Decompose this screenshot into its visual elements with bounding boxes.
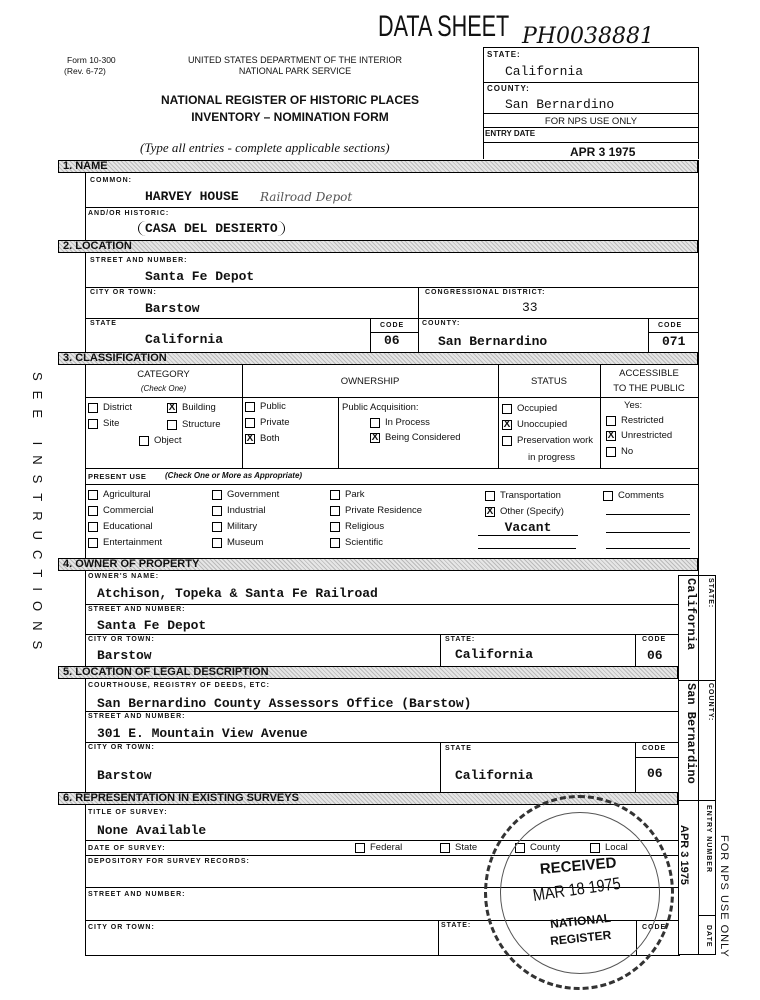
status-unoccupied-checkbox[interactable]: X bbox=[503, 419, 511, 430]
side-date-label: DATE bbox=[705, 925, 712, 948]
apr-date-stamp: APR 3 1975 bbox=[678, 825, 690, 885]
county-code-value: 071 bbox=[662, 334, 686, 349]
state-label: STATE bbox=[90, 320, 117, 327]
survey-street-label: STREET AND NUMBER: bbox=[88, 891, 186, 898]
stamp-date: MAR 18 1975 bbox=[531, 873, 622, 905]
ownership-public-label: Public bbox=[260, 401, 286, 412]
owner-code-label: CODE bbox=[642, 636, 667, 643]
use-military-label: Military bbox=[227, 521, 258, 532]
for-nps-use-only: FOR NPS USE ONLY bbox=[718, 835, 730, 958]
nps-use-only: FOR NPS USE ONLY bbox=[544, 116, 638, 127]
section-4-owner-header: 4. OWNER OF PROPERTY bbox=[58, 558, 698, 571]
code-value: 06 bbox=[384, 333, 400, 348]
district-value: 33 bbox=[522, 300, 538, 315]
public-acquisition-label: Public Acquisition: bbox=[342, 402, 419, 413]
owner-city-label: CITY OR TOWN: bbox=[88, 636, 155, 643]
use-transportation-label: Transportation bbox=[500, 490, 561, 501]
ownership-private-checkbox[interactable] bbox=[245, 418, 255, 428]
use-agricultural-label: Agricultural bbox=[103, 489, 151, 500]
entry-number-label: ENTRY NUMBER bbox=[705, 805, 712, 874]
use-educational-label: Educational bbox=[103, 521, 153, 532]
stamp-register: REGISTER bbox=[549, 927, 612, 949]
access-unrestricted-checkbox[interactable]: X bbox=[607, 430, 615, 441]
acquisition-being-considered-label: Being Considered bbox=[385, 432, 461, 443]
use-entertainment-checkbox[interactable] bbox=[88, 538, 98, 548]
side-county: San Bernardino bbox=[684, 683, 698, 784]
street-label: STREET AND NUMBER: bbox=[90, 257, 188, 264]
nps-state: California bbox=[505, 64, 584, 79]
side-state-label: STATE: bbox=[707, 578, 714, 609]
category-building-label: Building bbox=[182, 402, 216, 413]
section-2-location-header: 2. LOCATION bbox=[58, 240, 698, 253]
survey-federal-checkbox[interactable] bbox=[355, 843, 365, 853]
status-header: STATUS bbox=[530, 376, 568, 387]
yes-label: Yes: bbox=[624, 400, 643, 411]
to-public-header: TO THE PUBLIC bbox=[613, 383, 685, 394]
acquisition-being-considered-checkbox[interactable]: X bbox=[371, 432, 379, 443]
ownership-public-checkbox[interactable] bbox=[245, 402, 255, 412]
use-commercial-checkbox[interactable] bbox=[88, 506, 98, 516]
use-transportation-checkbox[interactable] bbox=[485, 491, 495, 501]
handwritten-id: PH0038881 bbox=[522, 24, 654, 49]
historic-name: CASA DEL DESIERTO bbox=[138, 221, 285, 236]
section-6-surveys-header: 6. REPRESENTATION IN EXISTING SURVEYS bbox=[58, 792, 678, 805]
use-entertainment-label: Entertainment bbox=[103, 537, 163, 548]
use-other-specify-checkbox[interactable]: X bbox=[486, 506, 494, 517]
nps-county-label: COUNTY: bbox=[487, 84, 530, 93]
county-value: San Bernardino bbox=[438, 334, 548, 349]
use-park-label: Park bbox=[345, 489, 365, 500]
survey-county-label: County bbox=[530, 842, 561, 853]
section-5-legal-header: 5. LOCATION OF LEGAL DESCRIPTION bbox=[58, 666, 678, 679]
survey-state-label: State bbox=[455, 842, 478, 853]
use-park-checkbox[interactable] bbox=[330, 490, 340, 500]
section-3-classification-header: 3. CLASSIFICATION bbox=[58, 352, 698, 365]
survey-local-label: Local bbox=[605, 842, 628, 853]
stamp-national: NATIONAL bbox=[549, 910, 612, 932]
owner-code: 06 bbox=[647, 648, 663, 663]
legal-street-label: STREET AND NUMBER: bbox=[88, 713, 186, 720]
check-one-note: (Check One) bbox=[140, 384, 187, 393]
courthouse-label: COURTHOUSE, REGISTRY OF DEEDS, ETC: bbox=[88, 682, 271, 689]
legal-state-label: STATE bbox=[445, 745, 472, 752]
use-comments-label: Comments bbox=[618, 490, 664, 501]
owner-street: Santa Fe Depot bbox=[97, 618, 207, 633]
access-restricted-checkbox[interactable] bbox=[606, 416, 616, 426]
present-use-label: PRESENT USE bbox=[88, 472, 147, 481]
nps-county: San Bernardino bbox=[505, 97, 615, 112]
use-religious-checkbox[interactable] bbox=[330, 522, 340, 532]
use-agricultural-checkbox[interactable] bbox=[88, 490, 98, 500]
county-label: COUNTY: bbox=[422, 320, 461, 327]
other-specify-value[interactable]: Vacant bbox=[478, 520, 578, 536]
access-no-label: No bbox=[621, 446, 634, 457]
city-label: CITY OR TOWN: bbox=[90, 289, 157, 296]
owner-name: Atchison, Topeka & Santa Fe Railroad bbox=[97, 586, 378, 601]
department: UNITED STATES DEPARTMENT OF THE INTERIOR bbox=[187, 55, 403, 65]
form-subtitle: INVENTORY – NOMINATION FORM bbox=[191, 110, 389, 124]
depository-label: DEPOSITORY FOR SURVEY RECORDS: bbox=[88, 858, 250, 865]
ownership-private-label: Private bbox=[260, 417, 290, 428]
category-structure-label: Structure bbox=[182, 419, 221, 430]
owner-name-label: OWNER'S NAME: bbox=[88, 573, 160, 580]
stamp-received: RECEIVED bbox=[539, 854, 618, 878]
category-site-checkbox[interactable] bbox=[88, 419, 98, 429]
state-value: California bbox=[145, 332, 224, 347]
category-site-label: Site bbox=[103, 418, 120, 429]
ownership-header: OWNERSHIP bbox=[340, 376, 400, 387]
access-no-checkbox[interactable] bbox=[606, 447, 616, 457]
use-industrial-label: Industrial bbox=[227, 505, 266, 516]
legal-city-label: CITY OR TOWN: bbox=[88, 744, 155, 751]
legal-state: California bbox=[455, 768, 534, 783]
status-preservation-label: Preservation work bbox=[517, 435, 594, 446]
in-progress-label: in progress bbox=[528, 452, 575, 463]
category-object-checkbox[interactable] bbox=[139, 436, 149, 446]
code-label: CODE bbox=[380, 322, 405, 329]
courthouse-value: San Bernardino County Assessors Office (Barstow) bbox=[97, 696, 472, 711]
form-number: Form 10-300 bbox=[67, 55, 116, 65]
owner-state-label: STATE: bbox=[445, 636, 476, 643]
instructions: (Type all entries - complete applicable sections) bbox=[140, 140, 390, 155]
entry-date-label: ENTRY DATE bbox=[485, 129, 536, 138]
use-educational-checkbox[interactable] bbox=[88, 522, 98, 532]
use-other-specify-label: Other (Specify) bbox=[500, 506, 564, 517]
present-use-note: (Check One or More as Appropriate) bbox=[165, 471, 303, 480]
ownership-both-checkbox[interactable]: X bbox=[246, 433, 254, 444]
category-building-checkbox[interactable]: X bbox=[168, 402, 176, 413]
survey-state-label: STATE: bbox=[441, 922, 472, 929]
data-sheet-title: DATA SHEET bbox=[378, 10, 510, 43]
section-1-name-header: 1. NAME bbox=[58, 160, 698, 173]
use-industrial-checkbox[interactable] bbox=[212, 506, 222, 516]
use-commercial-label: Commercial bbox=[103, 505, 154, 516]
survey-federal-label: Federal bbox=[370, 842, 403, 853]
street-value: Santa Fe Depot bbox=[145, 269, 255, 284]
city-value: Barstow bbox=[145, 301, 200, 316]
owner-street-label: STREET AND NUMBER: bbox=[88, 606, 186, 613]
historic-label: AND/OR HISTORIC: bbox=[88, 210, 170, 217]
category-district-checkbox[interactable] bbox=[88, 403, 98, 413]
use-military-checkbox[interactable] bbox=[212, 522, 222, 532]
legal-code: 06 bbox=[647, 766, 663, 781]
survey-title-label: TITLE OF SURVEY: bbox=[88, 809, 168, 816]
ownership-both-label: Both bbox=[260, 433, 280, 444]
district-label: CONGRESSIONAL DISTRICT: bbox=[425, 289, 546, 296]
side-county-label: COUNTY: bbox=[707, 683, 714, 722]
status-occupied-checkbox[interactable] bbox=[502, 404, 512, 414]
legal-code-label: CODE bbox=[642, 745, 667, 752]
category-object-label: Object bbox=[154, 435, 182, 446]
form-revision: (Rev. 6-72) bbox=[64, 66, 106, 76]
status-unoccupied-label: Unoccupied bbox=[517, 419, 568, 430]
see-instructions: SEE INSTRUCTIONS bbox=[30, 372, 45, 660]
access-unrestricted-label: Unrestricted bbox=[621, 430, 673, 441]
side-state: California bbox=[684, 578, 698, 651]
use-scientific-checkbox[interactable] bbox=[330, 538, 340, 548]
county-code-label: CODE bbox=[658, 322, 683, 329]
entry-date: APR 3 1975 bbox=[570, 145, 636, 159]
status-occupied-label: Occupied bbox=[517, 403, 558, 414]
use-museum-checkbox[interactable] bbox=[212, 538, 222, 548]
legal-street: 301 E. Mountain View Avenue bbox=[97, 726, 308, 741]
service: NATIONAL PARK SERVICE bbox=[238, 66, 352, 76]
category-structure-checkbox[interactable] bbox=[167, 420, 177, 430]
common-name: HARVEY HOUSE bbox=[145, 189, 239, 204]
use-comments-checkbox[interactable] bbox=[603, 491, 613, 501]
accessible-header: ACCESSIBLE bbox=[619, 368, 679, 379]
handwritten-note: Railroad Depot bbox=[260, 190, 353, 204]
category-header: CATEGORY bbox=[137, 369, 190, 380]
use-private-residence-label: Private Residence bbox=[345, 505, 423, 516]
owner-state: California bbox=[455, 647, 534, 662]
use-government-checkbox[interactable] bbox=[212, 490, 222, 500]
form-title: NATIONAL REGISTER OF HISTORIC PLACES bbox=[160, 93, 420, 107]
acquisition-in-process-label: In Process bbox=[385, 417, 430, 428]
use-government-label: Government bbox=[227, 489, 280, 500]
survey-city-label: CITY OR TOWN: bbox=[88, 924, 155, 931]
use-religious-label: Religious bbox=[345, 521, 385, 532]
survey-state-checkbox[interactable] bbox=[440, 843, 450, 853]
survey-code-label: CODE bbox=[642, 924, 667, 931]
access-restricted-label: Restricted bbox=[621, 415, 664, 426]
survey-date-label: DATE OF SURVEY: bbox=[88, 845, 166, 852]
category-district-label: District bbox=[103, 402, 133, 413]
use-private-residence-checkbox[interactable] bbox=[330, 506, 340, 516]
use-museum-label: Museum bbox=[227, 537, 264, 548]
status-preservation-checkbox[interactable] bbox=[502, 436, 512, 446]
owner-city: Barstow bbox=[97, 648, 152, 663]
nps-state-label: STATE: bbox=[487, 50, 521, 59]
survey-title: None Available bbox=[97, 823, 207, 838]
legal-city: Barstow bbox=[97, 768, 152, 783]
acquisition-in-process-checkbox[interactable] bbox=[370, 418, 380, 428]
use-scientific-label: Scientific bbox=[345, 537, 384, 548]
common-label: COMMON: bbox=[90, 177, 132, 184]
